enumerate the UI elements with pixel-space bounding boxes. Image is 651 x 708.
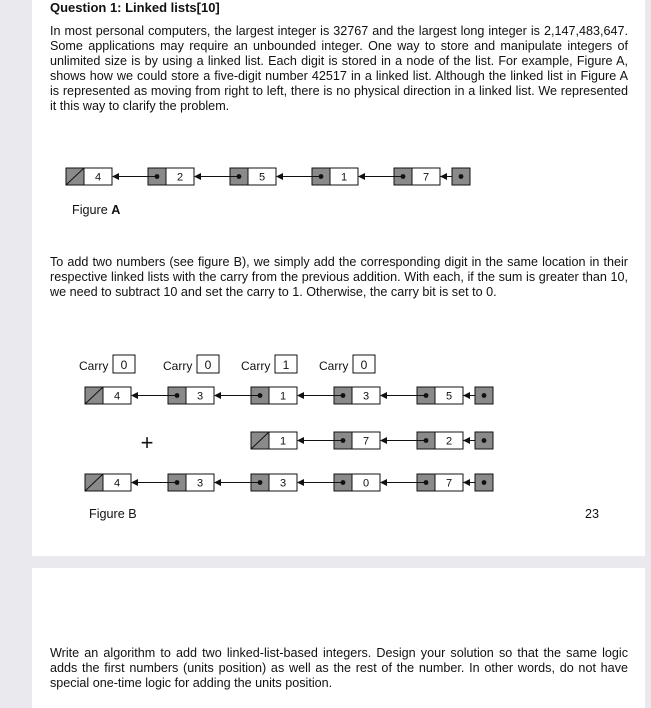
- arrow-head: [380, 437, 387, 444]
- node-digit: 7: [422, 171, 430, 184]
- intro-paragraph: In most personal computers, the largest integer is 32767 and the largest long integer is 2,147,483,647. Some applications may require an unbounded integer. One way to store and manipulate integers of unlimited size is by using a linked list. Each digit is stored in a node of the list. For example, Figure A, shows how we could store a five-digit number 42517 in a linked list. Although the linked list in Figure A is represented as moving from right to left, there is no physical direction in a linked list. We represented it this way to clarify the problem.: [50, 24, 628, 113]
- arrow-head: [214, 392, 221, 399]
- node-digit: 1: [279, 390, 287, 403]
- figure-b-diagram: [32, 0, 645, 556]
- question-title: Question 1: Linked lists[10]: [50, 0, 220, 15]
- arrow-head: [463, 437, 470, 444]
- node-digit: 5: [258, 171, 266, 184]
- node-digit: 3: [196, 477, 204, 490]
- arrow-head: [131, 479, 138, 486]
- node-digit: 4: [113, 390, 121, 403]
- node-digit: 5: [445, 390, 453, 403]
- carry-value: 1: [282, 358, 290, 372]
- node-digit: 3: [362, 390, 370, 403]
- carry-label: Carry: [79, 359, 109, 373]
- carry-label: Carry: [319, 359, 349, 373]
- node-digit: 3: [196, 390, 204, 403]
- pointer-dot: [482, 438, 487, 443]
- arrow-head: [297, 437, 304, 444]
- node-digit: 4: [94, 171, 102, 184]
- plus-sign: +: [140, 430, 154, 455]
- addition-paragraph: To add two numbers (see figure B), we simply add the corresponding digit in the same location in their respective linked lists with the carry from the previous addition. With each, if the sum is greater than 10, we need to subtract 10 and set the carry to 1. Otherwise, the carry bit is set to 0.: [50, 255, 628, 299]
- node-digit: 2: [176, 171, 184, 184]
- node-digit: 1: [279, 435, 287, 448]
- node-digit: 0: [362, 477, 370, 490]
- arrow-head: [463, 479, 470, 486]
- carry-value: 0: [360, 358, 368, 372]
- arrow-head: [297, 392, 304, 399]
- arrow-head: [131, 392, 138, 399]
- arrow-head: [463, 392, 470, 399]
- figure-b-caption: Figure B: [89, 507, 137, 521]
- task-paragraph: Write an algorithm to add two linked-list-based integers. Design your solution so that the same logic adds the first numbers (units position) as well as the rest of the number. In other words, do not have special one-time logic for adding the units position.: [50, 646, 628, 690]
- arrow-head: [214, 479, 221, 486]
- arrow-head: [297, 479, 304, 486]
- carry-label: Carry: [163, 359, 193, 373]
- node-digit: 1: [340, 171, 348, 184]
- node-digit: 4: [113, 477, 121, 490]
- carry-value: 0: [204, 358, 212, 372]
- arrow-head: [380, 479, 387, 486]
- arrow-head: [380, 392, 387, 399]
- node-digit: 3: [279, 477, 287, 490]
- node-digit: 7: [362, 435, 370, 448]
- pointer-dot: [482, 393, 487, 398]
- node-digit: 2: [445, 435, 453, 448]
- document-page-2: [32, 568, 645, 708]
- carry-value: 0: [120, 358, 128, 372]
- page-number: 23: [585, 507, 600, 521]
- pointer-dot: [482, 480, 487, 485]
- document-page-1: [32, 0, 645, 556]
- node-digit: 7: [445, 477, 453, 490]
- carry-label: Carry: [241, 359, 271, 373]
- figure-a-caption: Figure A: [72, 203, 121, 217]
